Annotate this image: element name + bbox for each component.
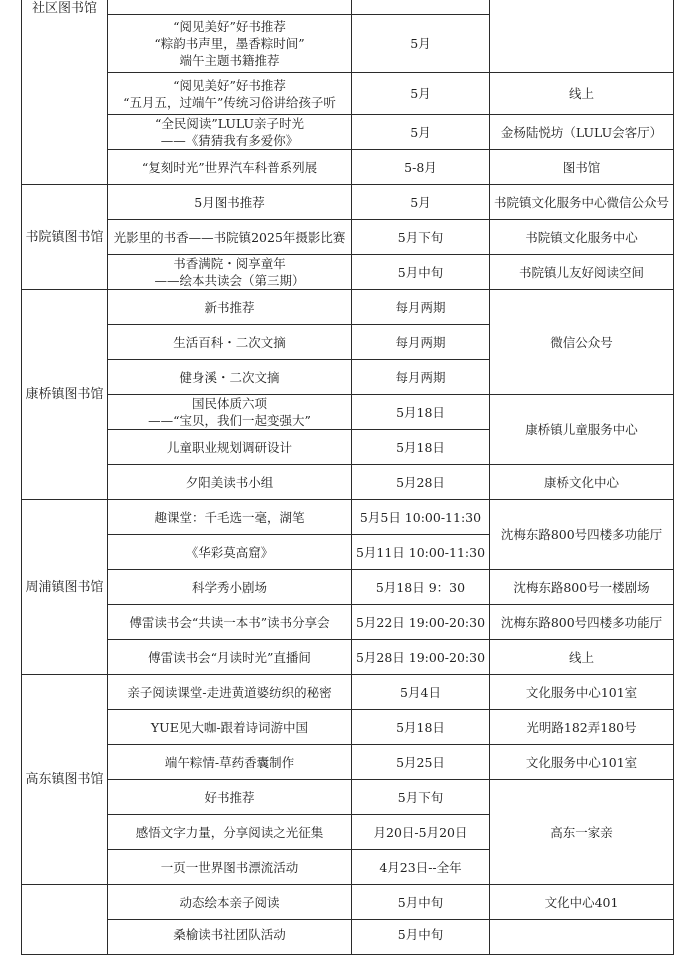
activity-line: 国民体质六项 xyxy=(191,396,267,411)
activity-line: ——“宝贝，我们一起变强大” xyxy=(148,413,311,428)
place-cell: 书院镇儿友好阅读空间 xyxy=(490,255,674,290)
activity-cell: YUE见大咖-跟着诗词游中国 xyxy=(108,710,352,745)
time-cell: 5月下旬 xyxy=(352,220,490,255)
place-cell: 微信公众号 xyxy=(490,290,674,395)
place-cell: 沈梅东路800号四楼多功能厅 xyxy=(490,500,674,570)
time-cell: 5月28日 xyxy=(352,465,490,500)
activity-cell: 5月图书推荐 xyxy=(108,185,352,220)
time-cell: 5-8月 xyxy=(352,150,490,185)
library-name xyxy=(22,885,108,955)
place-cell: 文化服务中心101室 xyxy=(490,745,674,780)
activity-cell: 儿童职业规划调研设计 xyxy=(108,430,352,465)
library-name: 书院镇图书馆 xyxy=(22,185,108,290)
place-cell: 康桥文化中心 xyxy=(490,465,674,500)
time-cell: 5月4日 xyxy=(352,675,490,710)
place-cell: 金杨陆悦坊（LULU会客厅） xyxy=(490,115,674,150)
time-cell: 月20日-5月20日 xyxy=(352,815,490,850)
time-cell: 5月 xyxy=(352,15,490,73)
time-cell: 5月18日 xyxy=(352,430,490,465)
place-cell: 图书馆 xyxy=(490,150,674,185)
activity-cell: 亲子阅读课堂-走进黄道婆纺织的秘密 xyxy=(108,675,352,710)
activity-line: “阅见美好”好书推荐 xyxy=(173,77,286,93)
time-cell: 每月两期 xyxy=(352,325,490,360)
activity-cell: “复刻时光”世界汽车科普系列展 xyxy=(108,150,352,185)
time-cell: 每月两期 xyxy=(352,290,490,325)
time-cell: 5月18日 xyxy=(352,395,490,430)
activity-cell xyxy=(108,15,352,73)
activity-cell: 傅雷读书会“共读一本书”读书分享会 xyxy=(108,605,352,640)
time-cell: 5月中旬 xyxy=(352,885,490,920)
library-name: 高东镇图书馆 xyxy=(22,675,108,885)
place-cell: 沈梅东路800号一楼剧场 xyxy=(490,570,674,605)
place-cell: 线上 xyxy=(490,640,674,675)
library-name: 周浦镇图书馆 xyxy=(22,500,108,675)
place-cell: 高东一家亲 xyxy=(490,780,674,885)
time-cell: 5月18日 xyxy=(352,710,490,745)
place-cell xyxy=(490,920,674,955)
time-cell: 5月18日 9：30 xyxy=(352,570,490,605)
activity-line: “五月五，过端午”传统习俗讲给孩子听 xyxy=(123,94,336,110)
time-cell: 5月 xyxy=(352,185,490,220)
activity-cell: 光影里的书香——书院镇2025年摄影比赛 xyxy=(108,220,352,255)
activity-schedule-table xyxy=(21,0,674,955)
place-cell: 书院镇文化服务中心微信公众号 xyxy=(490,185,674,220)
time-cell: 5月 xyxy=(352,115,490,150)
library-name: 康桥镇图书馆 xyxy=(22,290,108,500)
time-cell xyxy=(352,0,490,15)
activity-cell: 一页一世界图书漂流活动 xyxy=(108,850,352,885)
activity-line: “阅见美好”好书推荐 xyxy=(173,19,286,34)
activity-line: 端午主题书籍推荐 xyxy=(179,53,280,68)
activity-cell: 《华彩莫高窟》 xyxy=(108,535,352,570)
place-cell xyxy=(490,0,674,73)
time-cell: 5月 xyxy=(352,73,490,115)
time-cell: 5月中旬 xyxy=(352,920,490,955)
activity-cell: 生活百科・二次文摘 xyxy=(108,325,352,360)
activity-cell: 新书推荐 xyxy=(108,290,352,325)
time-cell: 每月两期 xyxy=(352,360,490,395)
activity-cell xyxy=(108,255,352,290)
activity-cell xyxy=(108,73,352,115)
activity-cell: 健身溪・二次文摘 xyxy=(108,360,352,395)
activity-line: ——绘本共读会（第三期） xyxy=(154,273,305,288)
library-name: 社区图书馆 xyxy=(22,0,108,185)
activity-line: ——《猜猜我有多爱你》 xyxy=(160,133,299,148)
activity-cell: 傅雷读书会“月读时光”直播间 xyxy=(108,640,352,675)
activity-cell: 趣课堂：千毛选一毫，湖笔 xyxy=(108,500,352,535)
activity-cell: 端午粽情-草药香囊制作 xyxy=(108,745,352,780)
place-cell: 文化中心401 xyxy=(490,885,674,920)
activity-cell: 科学秀小剧场 xyxy=(108,570,352,605)
place-cell: 沈梅东路800号四楼多功能厅 xyxy=(490,605,674,640)
activity-cell: 桑榆读书社团队活动 xyxy=(108,920,352,955)
time-cell: 5月中旬 xyxy=(352,255,490,290)
activity-cell xyxy=(108,395,352,430)
time-cell: 5月11日 10:00-11:30 xyxy=(352,535,490,570)
time-cell: 5月下旬 xyxy=(352,780,490,815)
activity-cell: 感悟文字力量，分享阅读之光征集 xyxy=(108,815,352,850)
activity-line: “全民阅读”LULU亲子时光 xyxy=(154,116,305,131)
place-cell: 线上 xyxy=(490,73,674,115)
activity-cell xyxy=(108,115,352,150)
time-cell: 4月23日--全年 xyxy=(352,850,490,885)
activity-line: “粽韵书声里，墨香粽时间” xyxy=(154,36,305,51)
time-cell: 5月28日 19:00-20:30 xyxy=(352,640,490,675)
time-cell: 5月5日 10:00-11:30 xyxy=(352,500,490,535)
activity-cell xyxy=(108,0,352,15)
place-cell: 康桥镇儿童服务中心 xyxy=(490,395,674,465)
activity-line: 书香满院・阅享童年 xyxy=(173,256,286,271)
activity-cell: 好书推荐 xyxy=(108,780,352,815)
place-cell: 光明路182弄180号 xyxy=(490,710,674,745)
activity-cell: 夕阳美读书小组 xyxy=(108,465,352,500)
time-cell: 5月22日 19:00-20:30 xyxy=(352,605,490,640)
place-cell: 书院镇文化服务中心 xyxy=(490,220,674,255)
activity-cell: 动态绘本亲子阅读 xyxy=(108,885,352,920)
place-cell: 文化服务中心101室 xyxy=(490,675,674,710)
time-cell: 5月25日 xyxy=(352,745,490,780)
